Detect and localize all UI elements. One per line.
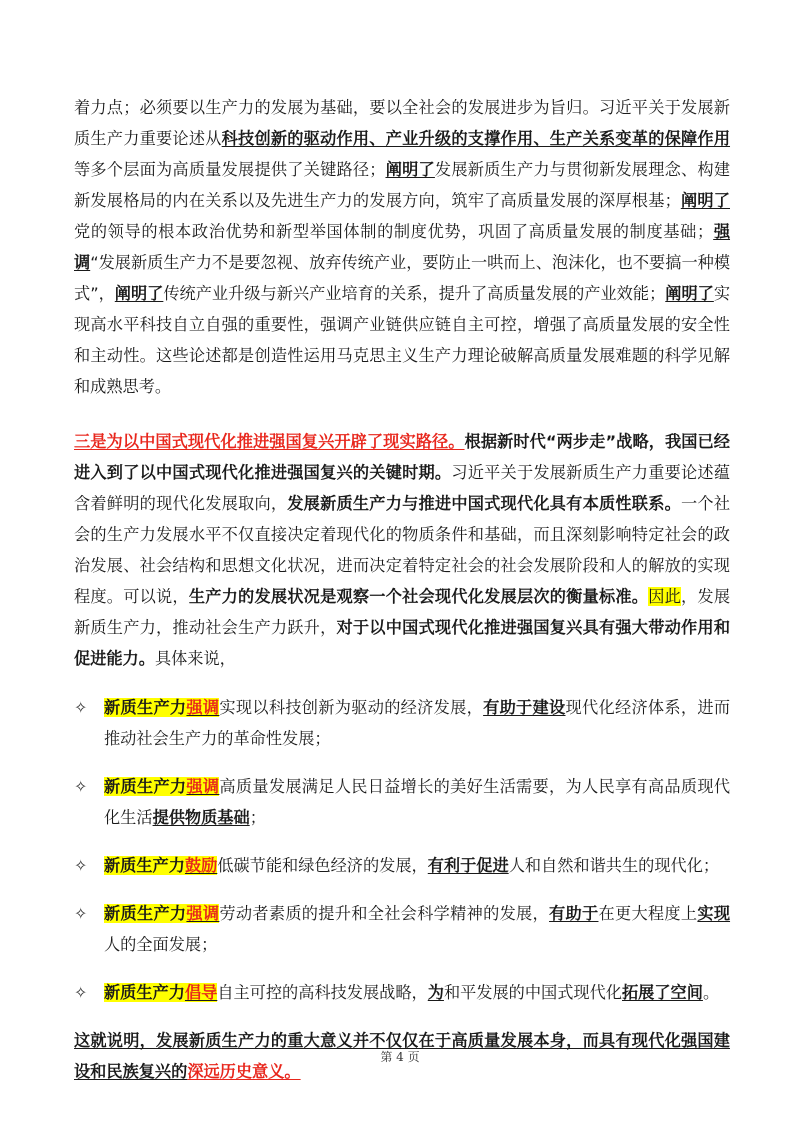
diamond-bullet-icon: ✧	[74, 856, 88, 875]
diamond-bullet-icon: ✧	[74, 904, 88, 923]
diamond-bullet-icon: ✧	[74, 983, 88, 1002]
paragraph-2: 三是为以中国式现代化推进强国复兴开辟了现实路径。根据新时代“两步走”战略，我国已经进入到了以中国式现代化推进强国复兴的关键时期。习近平关于发展新质生产力重要论述蕴含着鲜明的现代化发展取向，发展新质生产力与推进中国式现代化具有本质性联系。一个社会的生产力发展水平不仅直接决定着现代化的物质条件和基础，而且深刻影响特定社会的政治发展、社会结构和思想文化状况，进而决定着特定社会的社会发展阶段和人的解放的实现程度。可以说，生产力的发展状况是观察一个社会现代化发展层次的衡量标准。因此，发展新质生产力，推动社会生产力跃升，对于以中国式现代化推进强国复兴具有强大带动作用和促进能力。具体来说，	[74, 432, 731, 668]
list-item: ✧ 新质生产力鼓励低碳节能和绿色经济的发展，有利于促进人和自然和谐共生的现代化；	[74, 850, 730, 881]
diamond-bullet-icon: ✧	[74, 777, 88, 796]
document-body	[74, 92, 730, 1087]
list-item: ✧ 新质生产力强调实现以科技创新为驱动的经济发展，有助于建设现代化经济体系，进而推动社会生产力的革命性发展；	[74, 692, 730, 754]
highlighted-text: 因此	[648, 587, 682, 606]
conclusion-paragraph: 这就说明，发展新质生产力的重大意义并不仅仅在于高质量发展本身，而具有现代化强国建设和民族复兴的深远历史意义。	[74, 1031, 730, 1081]
page-number: 第 4 页	[380, 1050, 420, 1064]
list-item: ✧ 新质生产力强调高质量发展满足人民日益增长的美好生活需要，为人民享有高品质现代化生活提供物质基础；	[74, 771, 730, 833]
section-heading: 三是为以中国式现代化推进强国复兴开辟了现实路径。	[74, 432, 465, 451]
list-item: ✧ 新质生产力倡导自主可控的高科技发展战略，为和平发展的中国式现代化拓展了空间。	[74, 977, 730, 1008]
list-item: ✧ 新质生产力强调劳动者素质的提升和全社会科学精神的发展，有助于在更大程度上实现人的全面发展；	[74, 898, 730, 960]
paragraph-1: 着力点；必须要以生产力的发展为基础，要以全社会的发展进步为旨归。习近平关于发展新质生产力重要论述从科技创新的驱动作用、产业升级的支撑作用、生产关系变革的保障作用等多个层面为高质量发展提供了关键路径；阐明了发展新质生产力与贯彻新发展理念、构建新发展格局的内在关系以及先进生产力的发展方向，筑牢了高质量发展的深厚根基；阐明了党的领导的根本政治优势和新型举国体制的制度优势，巩固了高质量发展的制度基础；强调“发展新质生产力不是要忽视、放弃传统产业，要防止一哄而上、泡沫化，也不要搞一种模式”，阐明了传统产业升级与新兴产业培育的关系，提升了高质量发展的产业效能；阐明了实现高水平科技自立自强的重要性，强调产业链供应链自主可控，增强了高质量发展的安全性和主动性。这些论述都是创造性运用马克思主义生产力理论破解高质量发展难题的科学见解和成熟思考。	[74, 98, 731, 396]
diamond-bullet-icon: ✧	[74, 698, 88, 717]
